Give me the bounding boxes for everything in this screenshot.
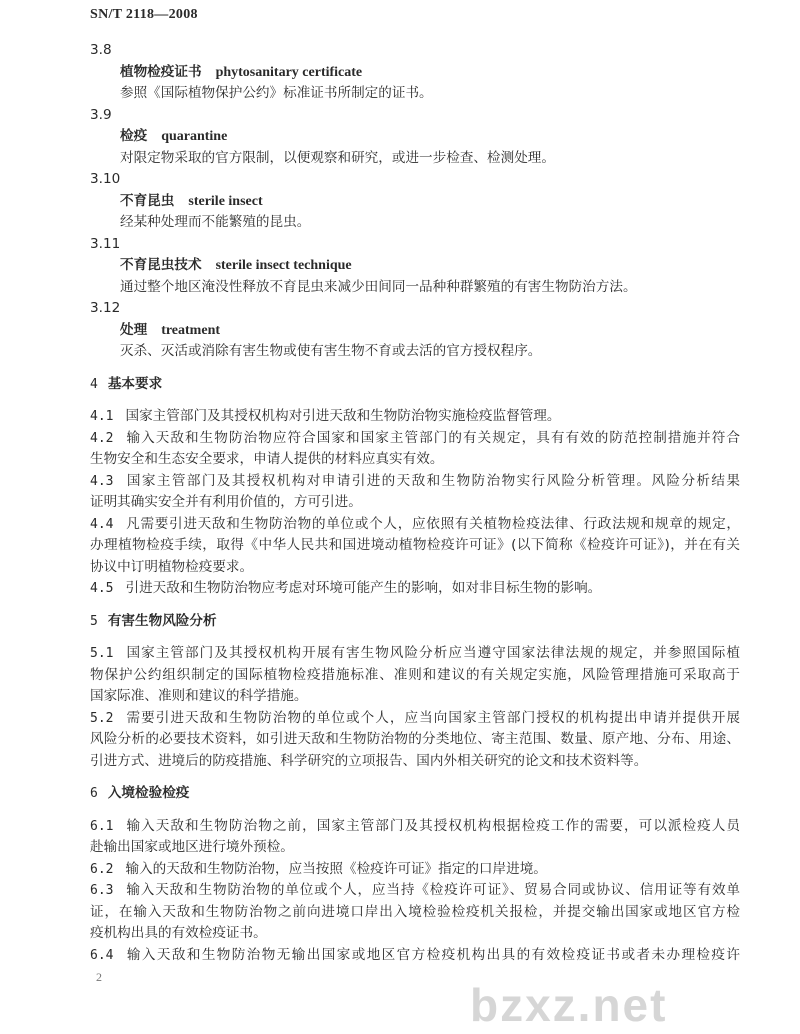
clause-number: 6.4 [90, 947, 114, 963]
clause-number: 5.2 [90, 710, 114, 726]
clause-line [90, 923, 740, 945]
term-english: phytosanitary certificate [215, 64, 363, 80]
term-title [90, 320, 740, 342]
section-title: 基本要求 [107, 375, 163, 392]
clause-line [90, 428, 740, 450]
term-definition: 参照《国际植物保护公约》标准证书所制定的证书。 [120, 85, 433, 101]
clause-line [90, 945, 740, 967]
clause-line [90, 557, 740, 579]
clause-line [90, 729, 740, 751]
page-number: 2 [96, 970, 102, 984]
clause-text: 疫机构出具的有效检疫证书。 [90, 925, 267, 941]
section-heading [90, 783, 740, 805]
clause-line [90, 449, 740, 471]
term-english: treatment [161, 322, 221, 338]
term-english: quarantine [161, 129, 228, 144]
clause-line [90, 708, 740, 730]
term-chinese: 不育昆虫 [120, 192, 175, 209]
clause-line [90, 643, 740, 665]
section-number: 5 [90, 613, 98, 629]
clause-text: 国家主管部门及其授权机构开展有害生物风险分析应当遵守国家法律法规的规定，并参照国际植 [125, 645, 740, 661]
clause-text: 输入天敌和生物防治物应符合国家和国家主管部门的有关规定，具有有效的防范控制措施并符合 [125, 429, 740, 446]
clause-line [90, 665, 740, 687]
term-title [90, 255, 740, 277]
clause-number: 4.2 [90, 430, 114, 446]
clause-line [90, 514, 740, 536]
document-body [90, 40, 740, 966]
section-heading [90, 611, 740, 633]
section-title: 有害生物风险分析 [107, 612, 217, 629]
clause-line [90, 816, 740, 838]
term-title [90, 191, 740, 213]
clause-line [90, 902, 740, 924]
term-definition: 经某种处理而不能繁殖的昆虫。 [120, 214, 311, 230]
clause-text: 证明其确实安全并有利用价值的，方可引进。 [90, 494, 362, 510]
term-english: sterile insect technique [215, 258, 352, 273]
clause-line [90, 686, 740, 708]
section-title: 入境检验检疫 [107, 785, 190, 801]
clause-line [90, 471, 740, 493]
document-id-header: SN/T 2118—2008 [90, 7, 198, 22]
clause-number: 6.2 [90, 861, 114, 877]
clause-line [90, 578, 740, 600]
clause-number: 4.5 [90, 581, 114, 596]
clause-text: 输入的天敌和生物防治物，应当按照《检疫许可证》指定的口岸进境。 [125, 860, 547, 877]
clause-line [90, 535, 740, 557]
term-title [90, 126, 740, 148]
clause-text: 引进天敌和生物防治物应考虑对环境可能产生的影响，如对非目标生物的影响。 [125, 580, 602, 596]
clause-line [90, 406, 740, 428]
term-definition: 灭杀、灭活或消除有害生物或使有害生物不育或去活的官方授权程序。 [120, 343, 542, 359]
clause-text: 赴输出国家或地区进行境外预检。 [90, 839, 294, 855]
clause-number: 4.3 [90, 473, 114, 489]
term-chinese: 处理 [120, 321, 148, 338]
term-number: 3.11 [90, 235, 121, 252]
clause-text: 办理植物检疫手续，取得《中华人民共和国进境动植物检疫许可证》(以下简称《检疫许可证》)，并在有关 [90, 537, 740, 553]
clause-text: 生物安全和生态安全要求，申请人提供的材料应真实有效。 [90, 451, 444, 467]
term-number: 3.8 [90, 42, 112, 58]
term-title [90, 62, 740, 84]
clause-line [90, 859, 740, 881]
clause-text: 证，在输入天敌和生物防治物之前向进境口岸出入境检验检疫机关报检，并提交输出国家或地区官方检 [90, 903, 740, 920]
clause-text: 物保护公约组织制定的国际植物检疫措施标准、准则和建议的有关规定实施，风险管理措施可采取高于 [90, 666, 740, 683]
section-heading [90, 374, 740, 396]
clause-text: 输入天敌和生物防治物无输出国家或地区官方检疫机构出具的有效检疫证书或者未办理检疫许 [125, 946, 740, 963]
clause-text: 输入天敌和生物防治物的单位或个人，应当持《检疫许可证》、贸易合同或协议、信用证等有效单 [125, 882, 740, 898]
clause-text: 风险分析的必要技术资料，如引进天敌和生物防治物的分类地位、寄主范围、数量、原产地、分布、用途、 [90, 731, 740, 747]
term-number: 3.9 [90, 106, 112, 123]
term-chinese: 植物检疫证书 [120, 63, 202, 80]
clause-line [90, 837, 740, 859]
clause-number: 6.1 [90, 818, 114, 834]
section-number: 6 [90, 786, 98, 801]
clause-text: 凡需要引进天敌和生物防治物的单位或个人，应依照有关植物检疫法律、行政法规和规章的规定， [125, 515, 740, 532]
clause-line [90, 880, 740, 902]
clause-number: 5.1 [90, 646, 114, 661]
term-number: 3.12 [90, 300, 121, 316]
term-chinese: 不育昆虫技术 [120, 257, 202, 273]
section-number: 4 [90, 376, 98, 392]
clause-text: 国家主管部门及其授权机构对申请引进的天敌和生物防治物实行风险分析管理。风险分析结果 [125, 472, 740, 489]
clause-number: 4.4 [90, 516, 114, 532]
clause-text: 国家主管部门及其授权机构对引进天敌和生物防治物实施检疫监督管理。 [125, 408, 561, 424]
clause-line [90, 492, 740, 514]
clause-number: 6.3 [90, 883, 114, 898]
clause-line [90, 751, 740, 773]
term-english: sterile insect [188, 193, 263, 209]
term-definition: 通过整个地区淹没性释放不育昆虫来减少田间同一品种种群繁殖的有害生物防治方法。 [120, 278, 637, 295]
term-definition: 对限定物采取的官方限制，以便观察和研究，或进一步检查、检测处理。 [120, 149, 555, 166]
clause-text: 协议中订明植物检疫要求。 [90, 558, 254, 575]
clause-text: 需要引进天敌和生物防治物的单位或个人，应当向国家主管部门授权的机构提出申请并提供开展 [125, 709, 740, 726]
clause-number: 4.1 [90, 409, 114, 424]
clause-text: 引进方式、进境后的防疫措施、科学研究的立项报告、国内外相关研究的论文和技术资料等。 [90, 752, 648, 769]
watermark: bzxz.net [470, 979, 668, 1031]
term-chinese: 检疫 [120, 128, 148, 144]
clause-text: 国家际准、准则和建议的科学措施。 [90, 688, 308, 704]
term-number: 3.10 [90, 171, 121, 187]
clause-text: 输入天敌和生物防治物之前，国家主管部门及其授权机构根据检疫工作的需要，可以派检疫人员 [125, 817, 740, 834]
